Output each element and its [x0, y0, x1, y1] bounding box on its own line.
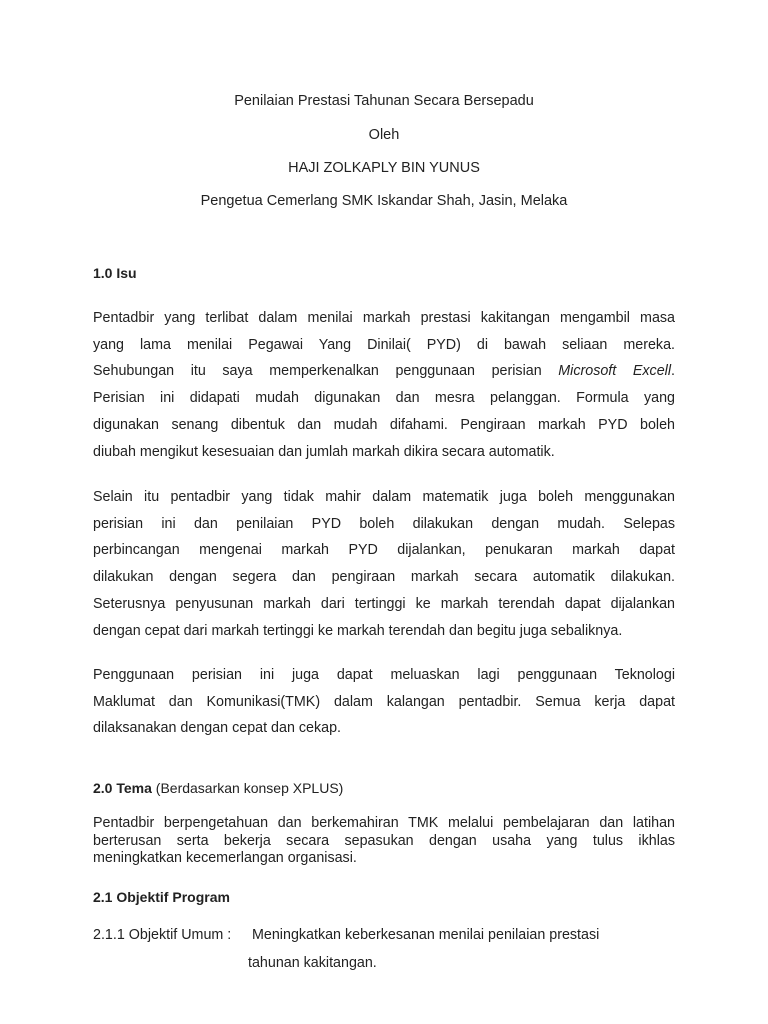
byline-label: Oleh	[368, 127, 400, 143]
paragraph-tema: Pentadbir berpengetahuan dan berkemahiran TMK melalui pembelajaran dan latihan berterusan serta bekerja secara sepasukan dengan usaha yang tulus ikhlas meningkatkan kecemerlangan organisasi.	[93, 815, 675, 866]
paragraph-isu-1: Pentadbir yang terlibat dalam menilai markah prestasi kakitangan mengambil masa yang lama menilai Pegawai Yang Dinilai( PYD) di bawah seliaan mereka. Sehubungan itu saya memperkenalkan penggunaan perisian Microsoft Excell. Perisian ini didapati mudah digunakan dan mesra pelanggan. Formula yang digunakan senang dibentuk dan mudah difahami. Pengiraan markah PYD boleh diubah mengikut kesesuaian dan jumlah markah dikira secara automatik.	[93, 310, 675, 460]
objective-text-line2: tahunan kakitangan.	[248, 955, 377, 971]
section-heading-tema: 2.0 Tema (Berdasarkan konsep XPLUS)	[93, 780, 344, 796]
section-heading-isu: 1.0 Isu	[93, 265, 137, 281]
author-position: Pengetua Cemerlang SMK Iskandar Shah, Jasin, Melaka	[200, 193, 568, 209]
paragraph-isu-3: Penggunaan perisian ini juga dapat meluaskan lagi penggunaan Teknologi Maklumat dan Komunikasi(TMK) dalam kalangan pentadbir. Semua kerja dapat dilaksanakan dengan cepat dan cekap.	[93, 667, 675, 737]
objective-label: 2.1.1 Objektif Umum :	[93, 927, 232, 943]
section-heading-objektif: 2.1 Objektif Program	[93, 889, 230, 905]
software-name: Microsoft Excell	[558, 363, 671, 380]
objective-text-line1: Meningkatkan keberkesanan menilai penilaian prestasi	[252, 927, 600, 943]
tema-note: (Berdasarkan konsep XPLUS)	[151, 780, 344, 796]
author-name: HAJI ZOLKAPLY BIN YUNUS	[288, 160, 480, 176]
document-title: Penilaian Prestasi Tahunan Secara Bersepadu	[234, 93, 534, 109]
paragraph-isu-2: Selain itu pentadbir yang tidak mahir dalam matematik juga boleh menggunakan perisian ini dan penilaian PYD boleh dilakukan dengan mudah. Selepas perbincangan mengenai markah PYD dijalankan, penukaran markah dapat dilakukan dengan segera dan pengiraan markah secara automatik dilakukan. Seterusnya penyusunan markah dari tertinggi ke markah terendah dapat dijalankan dengan cepat dari markah tertinggi ke markah terendah dan begitu juga sebaliknya.	[93, 489, 675, 639]
